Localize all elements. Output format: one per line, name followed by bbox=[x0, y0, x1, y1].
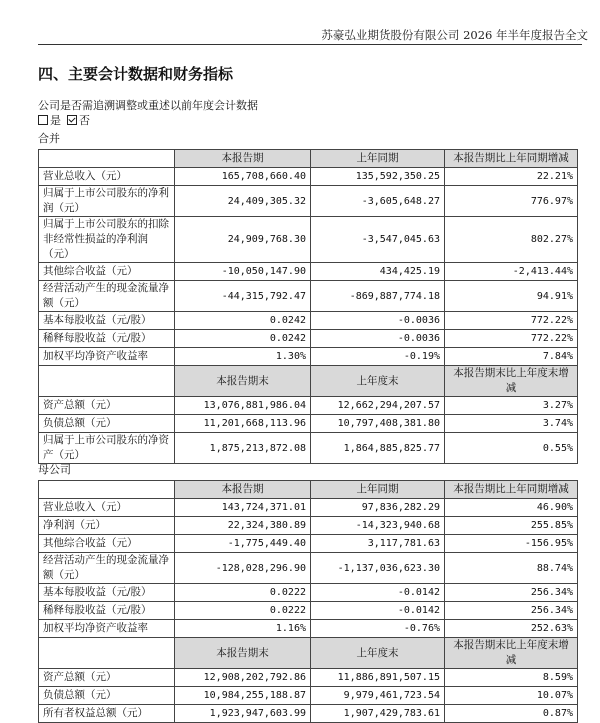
prior-period-value: 97,836,282.29 bbox=[311, 499, 445, 517]
row-label: 加权平均净资产收益率 bbox=[39, 620, 175, 638]
row-label: 所有者权益总额（元） bbox=[39, 705, 175, 723]
table-row bbox=[39, 330, 578, 348]
table-row bbox=[39, 168, 578, 186]
row-label: 净利润（元） bbox=[39, 517, 175, 535]
table-header-row bbox=[39, 366, 578, 397]
column-header: 上年同期 bbox=[311, 481, 445, 499]
parent-financial-table bbox=[38, 480, 578, 723]
prior-period-value: 3,117,781.63 bbox=[311, 535, 445, 553]
current-period-value: 1,875,213,872.08 bbox=[175, 433, 311, 464]
current-period-value: 24,909,768.30 bbox=[175, 217, 311, 263]
row-label: 基本每股收益（元/股） bbox=[39, 312, 175, 330]
change-percent: 772.22% bbox=[445, 330, 578, 348]
row-label: 稀释每股收益（元/股） bbox=[39, 602, 175, 620]
table-row bbox=[39, 584, 578, 602]
checkbox-checked-icon bbox=[67, 115, 77, 125]
current-period-value: 143,724,371.01 bbox=[175, 499, 311, 517]
row-label: 归属于上市公司股东的净资产（元） bbox=[39, 433, 175, 464]
current-period-value: 0.0222 bbox=[175, 602, 311, 620]
row-label: 营业总收入（元） bbox=[39, 168, 175, 186]
column-header: 上年同期 bbox=[311, 150, 445, 168]
row-label: 负债总额（元） bbox=[39, 687, 175, 705]
current-period-value: 165,708,660.40 bbox=[175, 168, 311, 186]
change-percent: 3.27% bbox=[445, 397, 578, 415]
parent-company-label: 母公司 bbox=[38, 463, 71, 476]
prior-period-value: 434,425.19 bbox=[311, 263, 445, 281]
restatement-options bbox=[38, 112, 96, 128]
table-row bbox=[39, 499, 578, 517]
prior-period-value: 1,907,429,783.61 bbox=[311, 705, 445, 723]
row-label: 基本每股收益（元/股） bbox=[39, 584, 175, 602]
row-label: 营业总收入（元） bbox=[39, 499, 175, 517]
column-header bbox=[39, 150, 175, 168]
current-period-value: 1.30% bbox=[175, 348, 311, 366]
prior-period-value: -0.19% bbox=[311, 348, 445, 366]
table-row bbox=[39, 602, 578, 620]
table-row bbox=[39, 186, 578, 217]
current-period-value: 24,409,305.32 bbox=[175, 186, 311, 217]
prior-period-value: -0.0036 bbox=[311, 330, 445, 348]
row-label: 归属于上市公司股东的扣除非经常性损益的净利润（元） bbox=[39, 217, 175, 263]
table-row bbox=[39, 517, 578, 535]
change-percent: 252.63% bbox=[445, 620, 578, 638]
change-percent: 0.87% bbox=[445, 705, 578, 723]
row-label: 其他综合收益（元） bbox=[39, 535, 175, 553]
row-label: 经营活动产生的现金流量净额（元） bbox=[39, 281, 175, 312]
column-header: 上年度末 bbox=[311, 638, 445, 669]
change-percent: 256.34% bbox=[445, 602, 578, 620]
table-row bbox=[39, 433, 578, 464]
column-header: 本报告期末比上年度末增减 bbox=[445, 638, 578, 669]
row-label: 其他综合收益（元） bbox=[39, 263, 175, 281]
column-header bbox=[39, 638, 175, 669]
column-header: 本报告期比上年同期增减 bbox=[445, 150, 578, 168]
option-no bbox=[67, 112, 90, 128]
current-period-value: 13,076,881,986.04 bbox=[175, 397, 311, 415]
row-label: 归属于上市公司股东的净利润（元） bbox=[39, 186, 175, 217]
change-percent: 255.85% bbox=[445, 517, 578, 535]
current-period-value: 11,201,668,113.96 bbox=[175, 415, 311, 433]
row-label: 资产总额（元） bbox=[39, 397, 175, 415]
table-row bbox=[39, 312, 578, 330]
prior-period-value: 1,864,885,825.77 bbox=[311, 433, 445, 464]
change-percent: 3.74% bbox=[445, 415, 578, 433]
current-period-value: -44,315,792.47 bbox=[175, 281, 311, 312]
table-row bbox=[39, 348, 578, 366]
consolidated-label: 合并 bbox=[38, 132, 60, 145]
table-header-row bbox=[39, 150, 578, 168]
column-header: 本报告期末比上年度末增减 bbox=[445, 366, 578, 397]
current-period-value: 1,923,947,603.99 bbox=[175, 705, 311, 723]
prior-period-value: -1,137,036,623.30 bbox=[311, 553, 445, 584]
table-header-row bbox=[39, 638, 578, 669]
prior-period-value: 9,979,461,723.54 bbox=[311, 687, 445, 705]
column-header bbox=[39, 481, 175, 499]
prior-period-value: -0.0142 bbox=[311, 584, 445, 602]
table-row bbox=[39, 705, 578, 723]
column-header: 本报告期末 bbox=[175, 366, 311, 397]
prior-period-value: -0.76% bbox=[311, 620, 445, 638]
option-yes bbox=[38, 112, 61, 128]
change-percent: 802.27% bbox=[445, 217, 578, 263]
change-percent: 94.91% bbox=[445, 281, 578, 312]
current-period-value: -128,028,296.90 bbox=[175, 553, 311, 584]
change-percent: 88.74% bbox=[445, 553, 578, 584]
header-divider bbox=[38, 44, 582, 45]
table-row bbox=[39, 281, 578, 312]
column-header: 上年度末 bbox=[311, 366, 445, 397]
row-label: 负债总额（元） bbox=[39, 415, 175, 433]
row-label: 经营活动产生的现金流量净额（元） bbox=[39, 553, 175, 584]
table-row bbox=[39, 669, 578, 687]
current-period-value: 10,984,255,188.87 bbox=[175, 687, 311, 705]
prior-period-value: -0.0142 bbox=[311, 602, 445, 620]
prior-period-value: 135,592,350.25 bbox=[311, 168, 445, 186]
change-percent: 22.21% bbox=[445, 168, 578, 186]
current-period-value: 0.0242 bbox=[175, 312, 311, 330]
current-period-value: -10,050,147.90 bbox=[175, 263, 311, 281]
table-row bbox=[39, 263, 578, 281]
table-row bbox=[39, 217, 578, 263]
table-row bbox=[39, 535, 578, 553]
row-label: 资产总额（元） bbox=[39, 669, 175, 687]
change-percent: 776.97% bbox=[445, 186, 578, 217]
change-percent: -2,413.44% bbox=[445, 263, 578, 281]
table-row bbox=[39, 415, 578, 433]
report-header-title: 苏豪弘业期货股份有限公司 2026 年半年度报告全文 bbox=[321, 28, 588, 42]
prior-period-value: 11,886,891,507.15 bbox=[311, 669, 445, 687]
prior-period-value: 12,662,294,207.57 bbox=[311, 397, 445, 415]
table-row bbox=[39, 553, 578, 584]
change-percent: 46.90% bbox=[445, 499, 578, 517]
table-row bbox=[39, 397, 578, 415]
current-period-value: 12,908,202,792.86 bbox=[175, 669, 311, 687]
table-row bbox=[39, 687, 578, 705]
change-percent: -156.95% bbox=[445, 535, 578, 553]
consolidated-financial-table bbox=[38, 149, 578, 464]
column-header: 本报告期 bbox=[175, 481, 311, 499]
prior-period-value: 10,797,408,381.80 bbox=[311, 415, 445, 433]
row-label: 加权平均净资产收益率 bbox=[39, 348, 175, 366]
option-no-label: 否 bbox=[79, 114, 90, 127]
current-period-value: 0.0242 bbox=[175, 330, 311, 348]
prior-period-value: -0.0036 bbox=[311, 312, 445, 330]
prior-period-value: -14,323,940.68 bbox=[311, 517, 445, 535]
column-header: 本报告期比上年同期增减 bbox=[445, 481, 578, 499]
section-title: 四、主要会计数据和财务指标 bbox=[38, 65, 234, 83]
column-header: 本报告期 bbox=[175, 150, 311, 168]
current-period-value: 22,324,380.89 bbox=[175, 517, 311, 535]
current-period-value: -1,775,449.40 bbox=[175, 535, 311, 553]
column-header bbox=[39, 366, 175, 397]
change-percent: 256.34% bbox=[445, 584, 578, 602]
change-percent: 772.22% bbox=[445, 312, 578, 330]
prior-period-value: -3,547,045.63 bbox=[311, 217, 445, 263]
restatement-note: 公司是否需追溯调整或重述以前年度会计数据 bbox=[38, 99, 258, 112]
table-header-row bbox=[39, 481, 578, 499]
prior-period-value: -3,605,648.27 bbox=[311, 186, 445, 217]
change-percent: 7.84% bbox=[445, 348, 578, 366]
current-period-value: 0.0222 bbox=[175, 584, 311, 602]
checkbox-unchecked-icon bbox=[38, 115, 48, 125]
table-row bbox=[39, 620, 578, 638]
option-yes-label: 是 bbox=[50, 114, 61, 127]
change-percent: 0.55% bbox=[445, 433, 578, 464]
change-percent: 8.59% bbox=[445, 669, 578, 687]
current-period-value: 1.16% bbox=[175, 620, 311, 638]
change-percent: 10.07% bbox=[445, 687, 578, 705]
prior-period-value: -869,887,774.18 bbox=[311, 281, 445, 312]
row-label: 稀释每股收益（元/股） bbox=[39, 330, 175, 348]
column-header: 本报告期末 bbox=[175, 638, 311, 669]
